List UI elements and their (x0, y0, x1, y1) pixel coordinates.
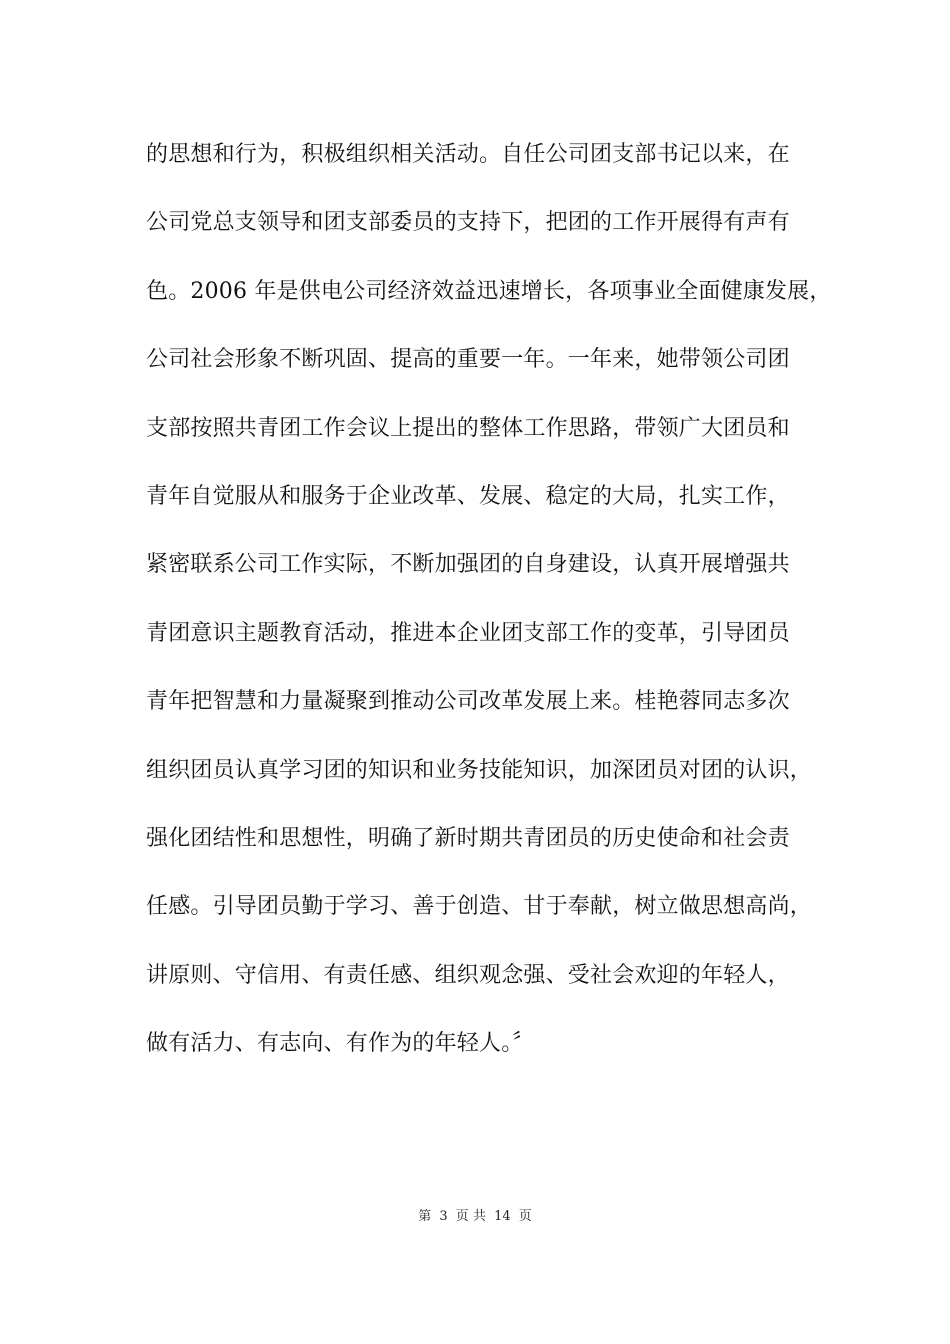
text-line: 紧密联系公司工作实际，不断加强团的自身建设，认真开展增强共 (146, 552, 790, 578)
page-label-suffix: 页 (518, 1209, 532, 1224)
text-line: 青年自觉服从和服务于企业改革、发展、稳定的大局，扎实工作， (146, 483, 790, 509)
text-line: 做有活力、有志向、有作为的年轻人。〞 (146, 1031, 535, 1057)
text-line: 强化团结性和思想性，明确了新时期共青团员的历史使命和社会责 (146, 825, 790, 851)
text-line: 的思想和行为，积极组织相关活动。自任公司团支部书记以来，在 (146, 142, 790, 167)
text-line: 讲原则、守信用、有责任感、组织观念强、受社会欢迎的年轻人， (146, 962, 790, 988)
body-text (146, 138, 836, 1095)
text-line: 任感。引导团员勤于学习、善于创造、甘于奉献，树立做思想高尚， (146, 894, 813, 920)
text-line: 公司社会形象不断巩固、提高的重要一年。一年来，她带领公司团 (146, 347, 790, 373)
text-line: 青年把智慧和力量凝聚到推动公司改革发展上来。桂艳蓉同志多次 (146, 689, 790, 715)
page-label-mid: 页 共 (455, 1209, 486, 1224)
text-line: 支部按照共青团工作会议上提出的整体工作思路，带领广大团员和 (146, 415, 790, 441)
text-line: 青团意识主题教育活动，推进本企业团支部工作的变革，引导团员 (146, 620, 790, 646)
text-line: 公司党总支领导和团支部委员的支持下，把团的工作开展得有声有 (146, 210, 790, 236)
total-pages-number: 14 (494, 1209, 511, 1224)
text-line: 色。2006 年是供电公司经济效益迅速增长，各项事业全面健康发展， (146, 278, 832, 304)
text-line: 组织团员认真学习团的知识和业务技能知识，加深团员对团的认识， (146, 757, 813, 783)
page-footer (0, 1208, 950, 1226)
current-page-number: 3 (439, 1209, 448, 1224)
page-label-prefix: 第 (418, 1209, 432, 1224)
